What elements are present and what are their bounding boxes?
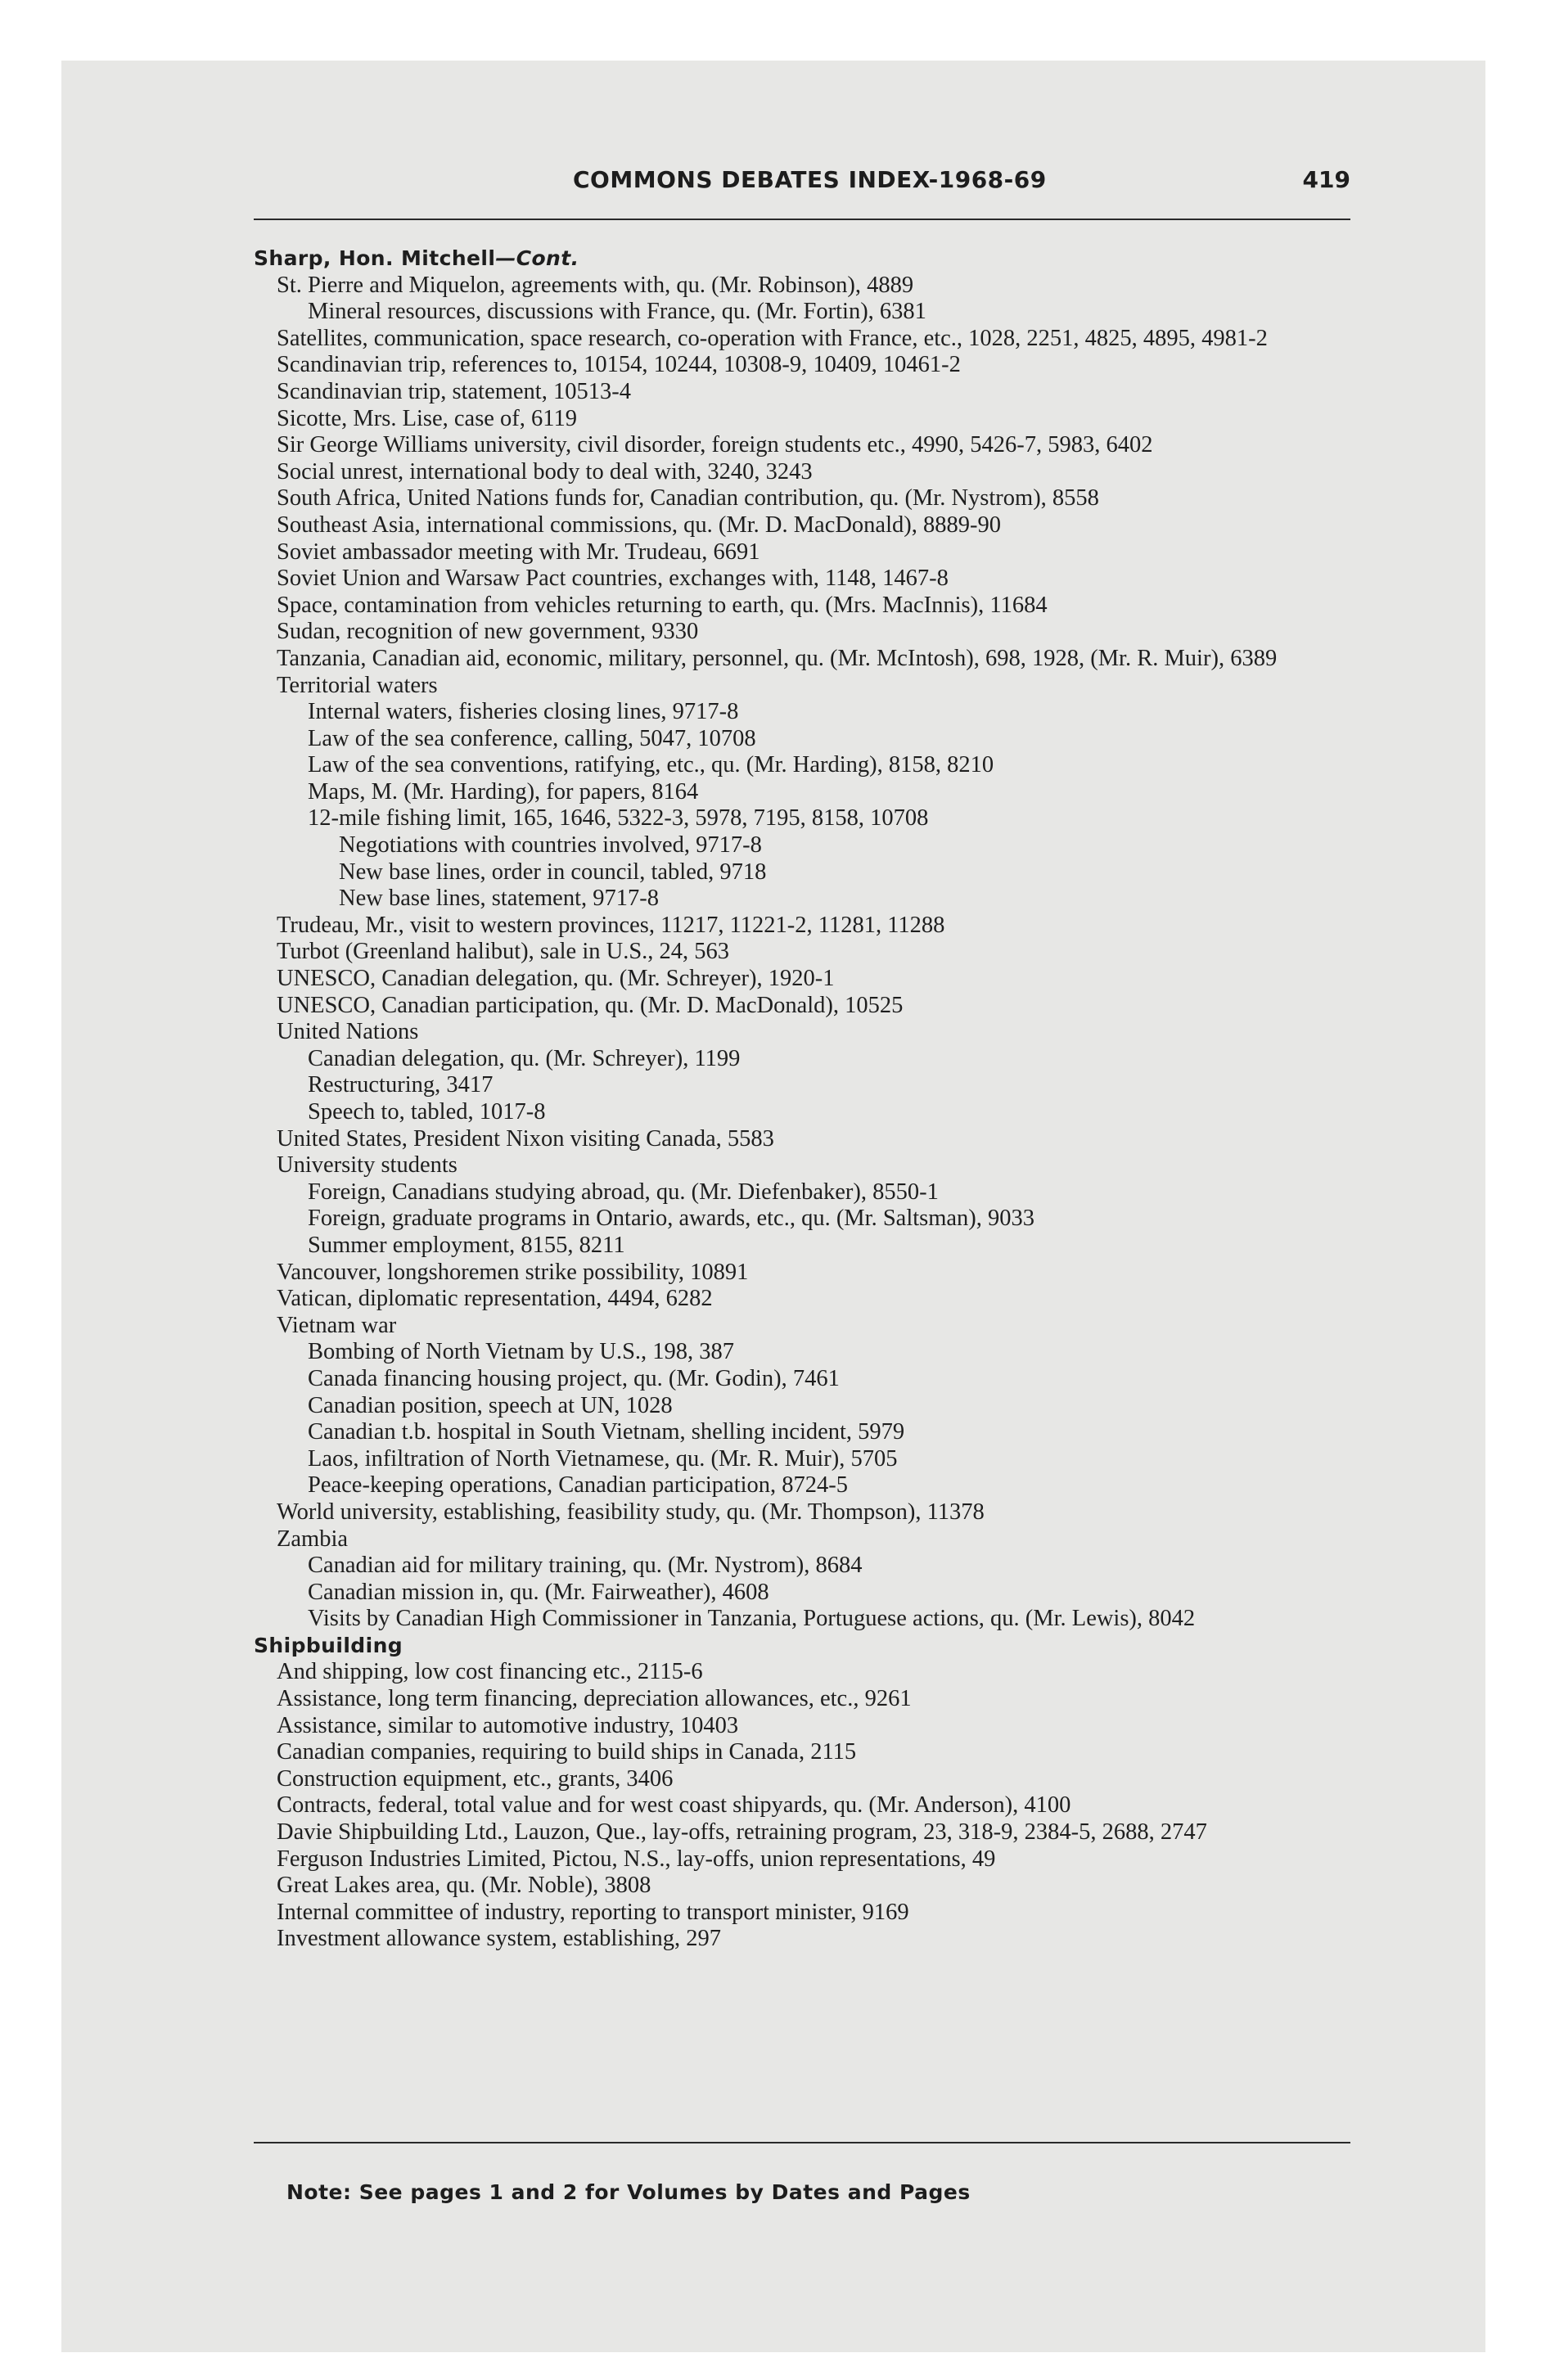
index-entry: Assistance, similar to automotive industry, 10403 xyxy=(277,1712,739,1738)
index-entry: Ferguson Industries Limited, Pictou, N.S., lay-offs, union representations, 49 xyxy=(277,1846,996,1872)
index-entry: Scandinavian trip, statement, 10513-4 xyxy=(277,378,631,404)
header-rule xyxy=(254,219,1350,220)
index-entry: Construction equipment, etc., grants, 3406 xyxy=(277,1765,674,1792)
index-entry: Bombing of North Vietnam by U.S., 198, 387 xyxy=(308,1339,735,1365)
index-entry: Foreign, Canadians studying abroad, qu. (Mr. Diefenbaker), 8550-1 xyxy=(308,1179,939,1205)
page-number: 419 xyxy=(1302,166,1350,193)
index-entry: Canadian t.b. hospital in South Vietnam, shelling incident, 5979 xyxy=(308,1419,905,1445)
index-entry: Territorial waters xyxy=(277,672,438,698)
index-entry: Canadian aid for military training, qu. (Mr. Nystrom), 8684 xyxy=(308,1553,863,1579)
page-header xyxy=(254,102,1350,233)
index-entry: Peace-keeping operations, Canadian participation, 8724-5 xyxy=(308,1472,849,1499)
index-entry: United Nations xyxy=(277,1019,419,1045)
index-entry: Sicotte, Mrs. Lise, case of, 6119 xyxy=(277,405,577,431)
index-entry: St. Pierre and Miquelon, agreements with, qu. (Mr. Robinson), 4889 xyxy=(277,272,914,298)
index-entry: Social unrest, international body to deal with, 3240, 3243 xyxy=(277,458,813,485)
index-entry: Restructuring, 3417 xyxy=(308,1072,494,1098)
index-heading-name: Sharp, Hon. Mitchell xyxy=(254,246,496,270)
index-entry: United States, President Nixon visiting Canada, 5583 xyxy=(277,1125,774,1152)
index-entry: Law of the sea conference, calling, 5047, 10708 xyxy=(308,725,756,751)
index-entry: Investment allowance system, establishing, 297 xyxy=(277,1926,721,1952)
index-entry: Summer employment, 8155, 8211 xyxy=(308,1232,625,1258)
running-head: COMMONS DEBATES INDEX-1968-69 xyxy=(573,166,1047,193)
index-entry: Canadian mission in, qu. (Mr. Fairweather), 4608 xyxy=(308,1579,769,1605)
index-heading xyxy=(254,1633,1350,1660)
index-entry: New base lines, order in council, tabled, 9718 xyxy=(339,859,767,885)
index-entry: Southeast Asia, international commissions, qu. (Mr. D. MacDonald), 8889-90 xyxy=(277,512,1001,538)
index-entry: Soviet Union and Warsaw Pact countries, exchanges with, 1148, 1467-8 xyxy=(277,566,949,592)
index-heading-continued: —Cont. xyxy=(495,246,579,270)
index-entry: Canada financing housing project, qu. (Mr. Godin), 7461 xyxy=(308,1365,840,1391)
footer-note: Note: See pages 1 and 2 for Volumes by Dates and Pages xyxy=(286,2180,971,2204)
index-entry: Law of the sea conventions, ratifying, etc., qu. (Mr. Harding), 8158, 8210 xyxy=(308,752,994,778)
index-entry: Contracts, federal, total value and for west coast shipyards, qu. (Mr. Anderson), 4100 xyxy=(277,1792,1071,1819)
index-entry: Trudeau, Mr., visit to western provinces, 11217, 11221-2, 11281, 11288 xyxy=(277,912,945,938)
index-entry: Canadian companies, requiring to build ships in Canada, 2115 xyxy=(277,1739,857,1765)
index-entry: Great Lakes area, qu. (Mr. Noble), 3808 xyxy=(277,1873,651,1899)
index-entry: 12-mile fishing limit, 165, 1646, 5322-3, 5978, 7195, 8158, 10708 xyxy=(308,805,929,832)
index-entry: Vatican, diplomatic representation, 4494, 6282 xyxy=(277,1286,713,1312)
index-entry: Negotiations with countries involved, 9717-8 xyxy=(339,832,762,859)
index-entry: And shipping, low cost financing etc., 2115-6 xyxy=(277,1659,703,1685)
index-entry: Scandinavian trip, references to, 10154, 10244, 10308-9, 10409, 10461-2 xyxy=(277,352,961,378)
index-entry: University students xyxy=(277,1152,457,1179)
index-entry: Maps, M. (Mr. Harding), for papers, 8164 xyxy=(308,778,699,805)
index-entry: Zambia xyxy=(277,1526,349,1552)
index-entry: Canadian position, speech at UN, 1028 xyxy=(308,1392,673,1418)
index-heading-name: Shipbuilding xyxy=(254,1633,403,1657)
index-entry: New base lines, statement, 9717-8 xyxy=(339,886,659,912)
index-entry: Sir George Williams university, civil disorder, foreign students etc., 4990, 5426-7, 5983, 6402 xyxy=(277,432,1153,458)
index-content xyxy=(254,246,1350,1953)
footer-rule xyxy=(254,2142,1350,2143)
index-entry: South Africa, United Nations funds for, Canadian contribution, qu. (Mr. Nystrom), 8558 xyxy=(277,485,1099,512)
index-entry: Visits by Canadian High Commissioner in Tanzania, Portuguese actions, qu. (Mr. Lewis), 8042 xyxy=(308,1606,1196,1632)
index-entry: Davie Shipbuilding Ltd., Lauzon, Que., lay-offs, retraining program, 23, 318-9, 2384-5, 2688, 2747 xyxy=(277,1819,1207,1846)
index-entry: Laos, infiltration of North Vietnamese, qu. (Mr. R. Muir), 5705 xyxy=(308,1445,898,1472)
index-entry: Internal committee of industry, reporting to transport minister, 9169 xyxy=(277,1899,909,1925)
index-entry: Speech to, tabled, 1017-8 xyxy=(308,1099,546,1125)
index-entry: UNESCO, Canadian participation, qu. (Mr. D. MacDonald), 10525 xyxy=(277,992,904,1018)
index-entry: Vancouver, longshoremen strike possibility, 10891 xyxy=(277,1259,749,1285)
index-entry: Turbot (Greenland halibut), sale in U.S., 24, 563 xyxy=(277,939,730,965)
index-entry: Space, contamination from vehicles returning to earth, qu. (Mrs. MacInnis), 11684 xyxy=(277,592,1048,618)
index-entry: Tanzania, Canadian aid, economic, military, personnel, qu. (Mr. McIntosh), 698, 1928, (Mr. R. Muir), 6389 xyxy=(277,645,1278,671)
index-entry: Soviet ambassador meeting with Mr. Trudeau, 6691 xyxy=(277,539,760,565)
index-entry: Sudan, recognition of new government, 9330 xyxy=(277,619,699,645)
index-entry: Foreign, graduate programs in Ontario, awards, etc., qu. (Mr. Saltsman), 9033 xyxy=(308,1206,1035,1232)
index-entry: Satellites, communication, space research, co-operation with France, etc., 1028, 2251, 4825, 4895, 4981-2 xyxy=(277,325,1268,351)
index-entry: UNESCO, Canadian delegation, qu. (Mr. Schreyer), 1920-1 xyxy=(277,966,835,992)
index-entry: World university, establishing, feasibility study, qu. (Mr. Thompson), 11378 xyxy=(277,1499,985,1525)
index-heading xyxy=(254,246,1350,273)
index-entry: Internal waters, fisheries closing lines, 9717-8 xyxy=(308,699,739,725)
index-entry: Vietnam war xyxy=(277,1312,397,1338)
index-entry: Mineral resources, discussions with France, qu. (Mr. Fortin), 6381 xyxy=(308,299,926,325)
index-entry: Assistance, long term financing, depreciation allowances, etc., 9261 xyxy=(277,1686,912,1712)
index-entry: Canadian delegation, qu. (Mr. Schreyer), 1199 xyxy=(308,1045,741,1071)
